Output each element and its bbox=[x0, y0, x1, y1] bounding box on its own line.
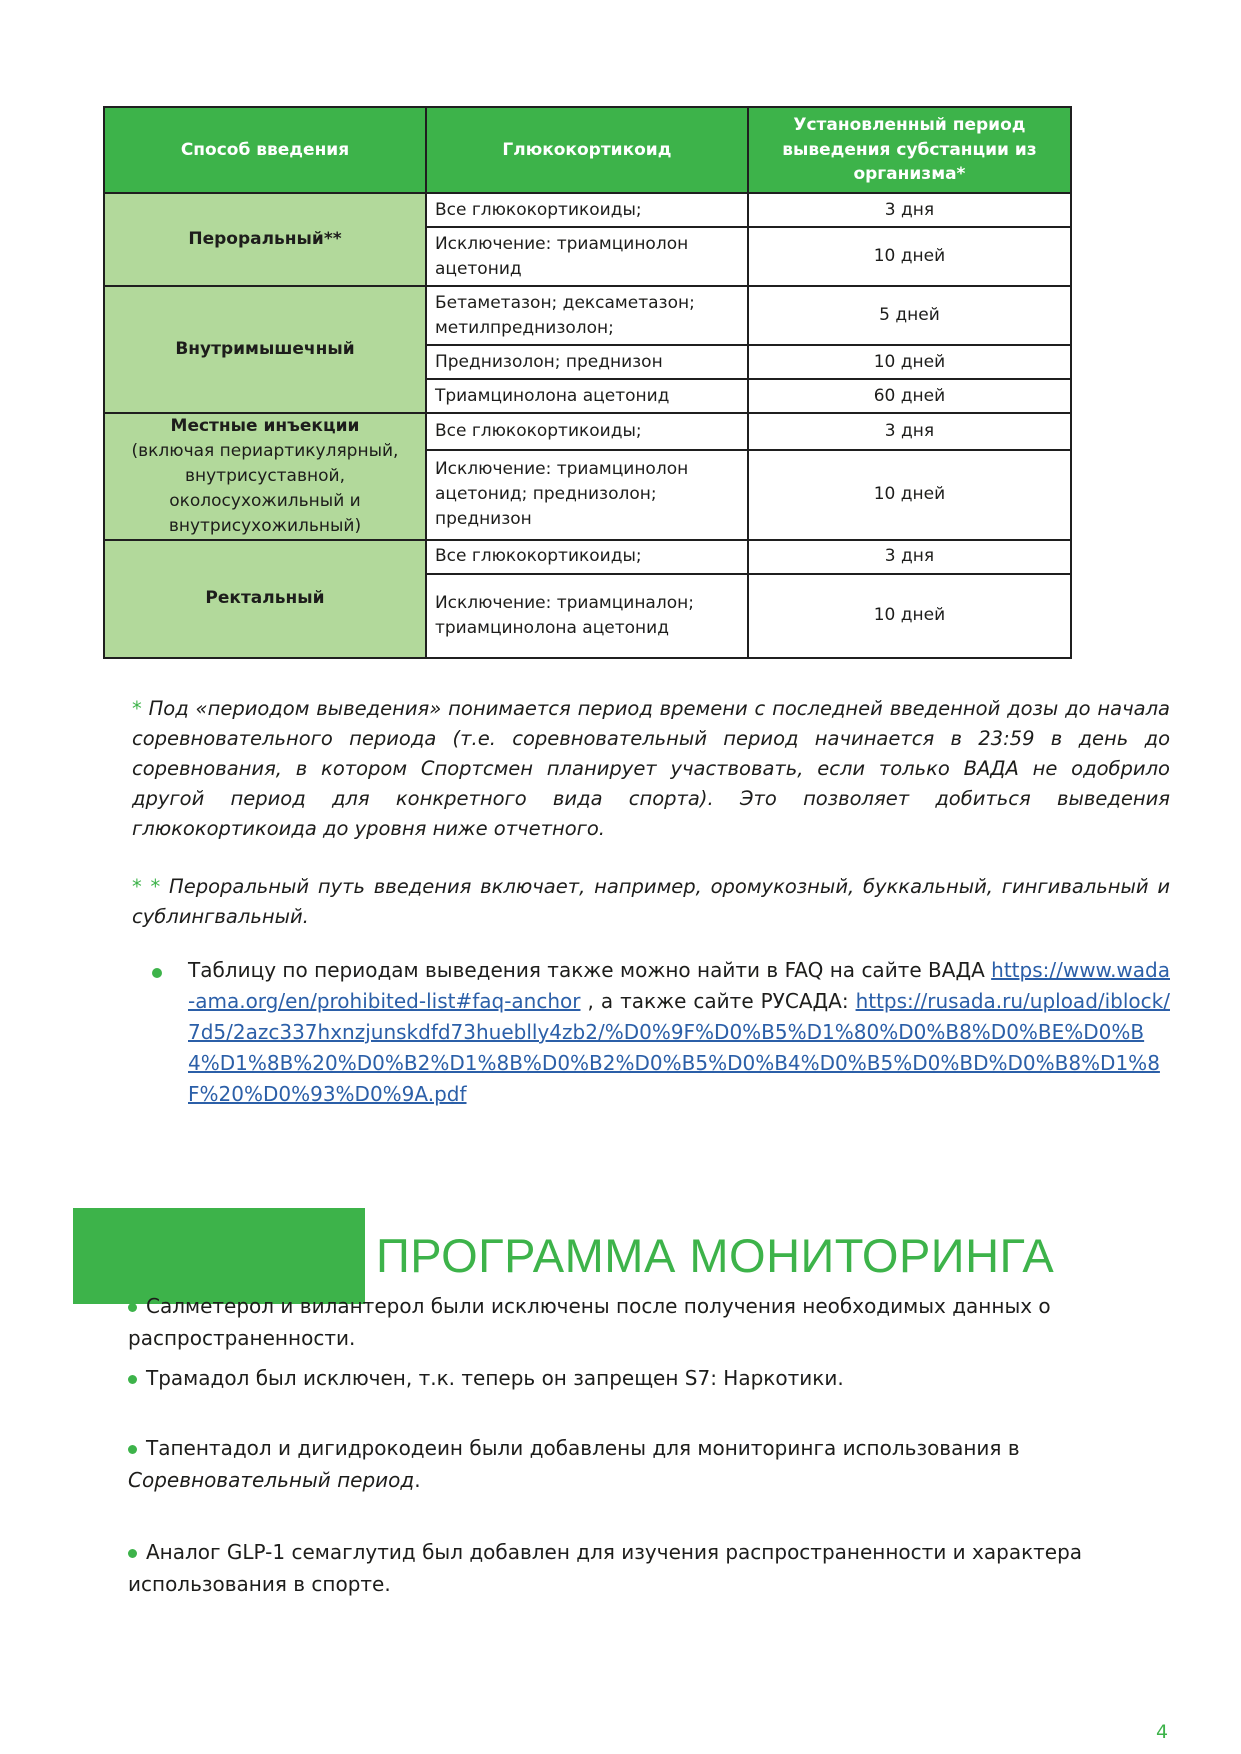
washout-table bbox=[103, 106, 1072, 659]
period-cell: 3 дня bbox=[748, 193, 1071, 227]
period-cell: 3 дня bbox=[748, 540, 1071, 574]
links-text-before: Таблицу по периодам выведения также можно найти в FAQ на сайте ВАДА bbox=[188, 958, 992, 982]
drug-cell: Все глюкокортикоиды; bbox=[426, 193, 748, 227]
list-item-text: Аналог GLP-1 семаглутид был добавлен для изучения распространенности и характера использования в спорте. bbox=[128, 1540, 1083, 1596]
route-label: Пероральный** bbox=[188, 229, 342, 249]
footnote-text: Под «периодом выведения» понимается период времени с последней введенной дозы до начала соревновательного периода (т.е. соревновательный период начинается в 23:59 в день до соревнования, в котором Спортсмен планирует участвовать, если только ВАДА не одобрило другой период для конкретного вида спорта). Это позволяет добиться выведения глюкокортикоида до уровня ниже отчетного. bbox=[132, 697, 1170, 840]
table-row bbox=[104, 540, 1071, 574]
page-number: 4 bbox=[1156, 1721, 1169, 1743]
drug-cell: Все глюкокортикоиды; bbox=[426, 413, 748, 450]
bullet-icon bbox=[152, 968, 162, 978]
list-item-text: Трамадол был исключен, т.к. теперь он запрещен S7: Наркотики. bbox=[146, 1366, 844, 1390]
bullet-icon bbox=[128, 1549, 137, 1558]
table-row bbox=[104, 286, 1071, 345]
table-row bbox=[104, 193, 1071, 227]
section-title: ПРОГРАММА МОНИТОРИНГА bbox=[376, 1229, 1055, 1282]
rusada-link[interactable]: https://rusada.ru/upload/iblock/7d5/2azc337hxnzjunskdfd73hueblly4zb2/%D0%9F%D0%B5%D1%80%D0%B8%D0%BE%D0%B4%D1%8B%20%D0%B2%D1%8B%D0%B2%D0%B5%D0%B4%D0%B5%D0%BD%D0%B8%D1%8F%20%D0%93%D0%9A.pdf bbox=[188, 989, 1170, 1106]
drug-cell: Исключение: триамцинолон ацетонид bbox=[426, 227, 748, 286]
route-note: (включая периартикулярный, внутрисуставной, околосухожильный и внутрисухожильный) bbox=[131, 440, 399, 536]
drug-cell: Исключение: триамцинолон ацетонид; преднизолон; преднизон bbox=[426, 450, 748, 540]
period-cell: 10 дней bbox=[748, 345, 1071, 379]
header-period: Установленный период выведения субстанции из организма* bbox=[748, 107, 1071, 193]
drug-cell: Исключение: триамциналон; триамцинолона ацетонид bbox=[426, 574, 748, 658]
period-cell: 3 дня bbox=[748, 413, 1071, 450]
route-cell-oral bbox=[104, 193, 426, 286]
drug-cell: Все глюкокортикоиды; bbox=[426, 540, 748, 574]
list-item-text: Салметерол и вилантерол были исключены после получения необходимых данных о распространенности. bbox=[128, 1294, 1051, 1350]
route-cell-rectal bbox=[104, 540, 426, 658]
drug-cell: Бетаметазон; дексаметазон; метилпреднизолон; bbox=[426, 286, 748, 345]
route-label: Внутримышечный bbox=[175, 339, 355, 359]
footnote-marker: * bbox=[132, 697, 142, 720]
footnote-washout-period bbox=[132, 694, 1170, 844]
route-cell-intramuscular bbox=[104, 286, 426, 413]
period-cell: 10 дней bbox=[748, 450, 1071, 540]
table-row bbox=[104, 413, 1071, 450]
drug-cell: Триамцинолона ацетонид bbox=[426, 379, 748, 413]
list-item bbox=[128, 1362, 1178, 1394]
washout-links-note bbox=[188, 955, 1170, 1110]
list-item-italic: Соревновательный период bbox=[128, 1468, 415, 1492]
period-cell: 10 дней bbox=[748, 574, 1071, 658]
bullet-icon bbox=[128, 1375, 137, 1384]
route-label: Ректальный bbox=[205, 588, 325, 609]
list-item-end: . bbox=[414, 1468, 421, 1492]
period-cell: 10 дней bbox=[748, 227, 1071, 286]
drug-cell: Преднизолон; преднизон bbox=[426, 345, 748, 379]
footnote-oral-route bbox=[132, 872, 1170, 932]
links-text-middle: , а также сайте РУСАДА: bbox=[587, 989, 856, 1013]
header-route: Способ введения bbox=[104, 107, 426, 193]
header-glucocorticoid: Глюкокортикоид bbox=[426, 107, 748, 193]
footnote-text: Пероральный путь введения включает, например, оромукозный, буккальный, гингивальный и сублингвальный. bbox=[132, 875, 1170, 928]
list-item bbox=[128, 1290, 1178, 1354]
bullet-icon bbox=[128, 1303, 137, 1312]
list-item bbox=[128, 1536, 1178, 1600]
period-cell: 60 дней bbox=[748, 379, 1071, 413]
list-item-text: Тапентадол и дигидрокодеин были добавлены для мониторинга использования в bbox=[146, 1436, 1020, 1460]
route-label: Местные инъекции bbox=[170, 416, 360, 436]
period-cell: 5 дней bbox=[748, 286, 1071, 345]
route-cell-local-injections bbox=[104, 413, 426, 540]
wada-link[interactable]: https://www.wada-ama.org/en/prohibited-list#faq-anchor bbox=[188, 958, 1170, 1013]
bullet-icon bbox=[128, 1445, 137, 1454]
list-item bbox=[128, 1432, 1178, 1496]
table-header-row bbox=[104, 107, 1071, 193]
footnote-marker: * * bbox=[132, 875, 161, 898]
